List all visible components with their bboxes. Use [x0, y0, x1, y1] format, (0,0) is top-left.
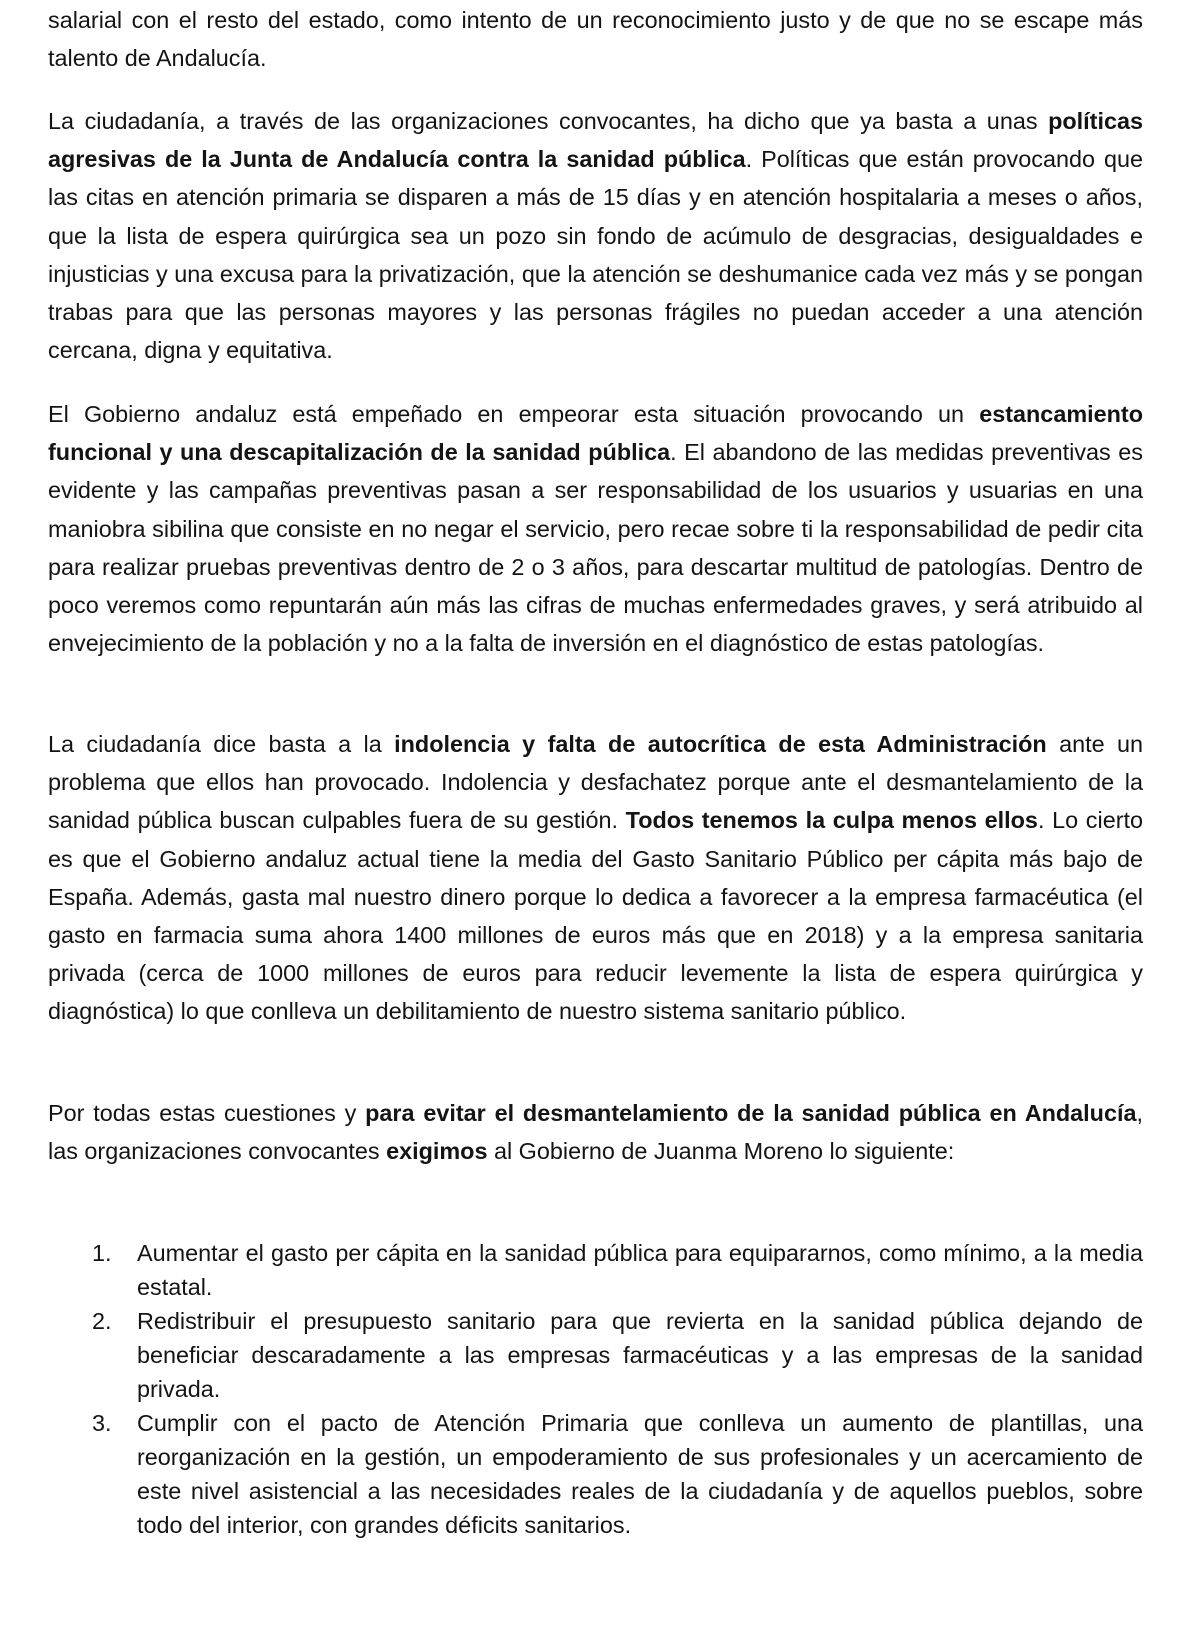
list-item: [48, 1304, 1143, 1406]
text-run: La ciudadanía dice basta a la: [48, 731, 395, 757]
list-item-number: 2.: [92, 1308, 112, 1334]
bold-text-run: para evitar el desmantelamiento de la sanidad pública en Andalucía: [365, 1100, 1137, 1126]
text-run: al Gobierno de Juanma Moreno lo siguiente:: [487, 1138, 955, 1165]
text-run: , las organizaciones convocantes: [48, 1100, 1143, 1165]
text-run: Por todas estas cuestiones y: [48, 1100, 366, 1126]
bold-text-run: políticas agresivas de la Junta de Andalucía contra la sanidad pública: [48, 108, 1143, 173]
bold-text-run: indolencia y falta de autocrítica de esta Administración: [394, 731, 1047, 757]
paragraph-indolencia: [48, 725, 1143, 1031]
text-run: . Lo cierto es que el Gobierno andaluz actual tiene la media del Gasto Sanitario Público per cápita más bajo de España. Además, gasta mal nuestro dinero porque lo dedica a favorecer a la empresa farmacéutica (el gasto en farmacia suma ahora 1400 millones de euros más que en 2018) y a la empresa sanitaria privada (cerca de 1000 millones de euros para reducir levemente la lista de espera quirúrgica y diagnóstica) lo que conlleva un debilitamiento de nuestro sistema sanitario público.: [48, 807, 1143, 1025]
list-item-text: Aumentar el gasto per cápita en la sanidad pública para equipararnos, como mínimo, a la media estatal.: [137, 1240, 1143, 1300]
list-item: [48, 1406, 1143, 1542]
demands-list: [48, 1236, 1143, 1542]
text-run: . El abandono de las medidas preventivas es evidente y las campañas preventivas pasan a ser responsabilidad de los usuarios y usuarias en una maniobra sibilina que consiste en no negar el servicio, pero recae sobre ti la responsabilidad de pedir cita para realizar pruebas preventivas dentro de 2 o 3 años, para descartar multitud de patologías. Dentro de poco veremos como repuntarán aún más las cifras de muchas enfermedades graves, y será atribuido al envejecimiento de la población y no a la falta de inversión en el diagnóstico de estas patologías.: [48, 439, 1143, 657]
bold-text-run: estancamiento funcional y una descapitalización de la sanidad pública: [48, 401, 1143, 466]
list-item-number: 1.: [92, 1240, 112, 1266]
text-run: La ciudadanía, a través de las organizaciones convocantes, ha dicho que ya basta a unas: [48, 108, 1049, 134]
text-run: . Políticas que están provocando que las citas en atención primaria se disparen a más de 15 días y en atención hospitalaria a meses o años, que la lista de espera quirúrgica sea un pozo sin fondo de acúmulo de desgracias, desigualdades e injusticias y una excusa para la privatización, que la atención se deshumanice cada vez más y se pongan trabas para que las personas mayores y las personas frágiles no puedan acceder a una atención cercana, digna y equitativa.: [48, 146, 1143, 364]
bold-text-run: Todos tenemos la culpa menos ellos: [625, 807, 1038, 834]
text-run: El Gobierno andaluz está empeñado en empeorar esta situación provocando un: [48, 401, 980, 427]
list-item-text: Redistribuir el presupuesto sanitario para que revierta en la sanidad pública dejando de beneficiar descaradamente a las empresas farmacéuticas y a las empresas de la sanidad privada.: [137, 1308, 1143, 1402]
paragraph-estancamiento: [48, 395, 1143, 662]
list-item-text: Cumplir con el pacto de Atención Primaria que conlleva un aumento de plantillas, una reorganización en la gestión, un empoderamiento de sus profesionales y un acercamiento de este nivel asistencial a las necesidades reales de la ciudadanía y de aquellos pueblos, sobre todo del interior, con grandes déficits sanitarios.: [137, 1410, 1143, 1538]
text-run: salarial con el resto del estado, como intento de un reconocimiento justo y de que no se escape más talento de Andalucía.: [48, 7, 1143, 72]
bold-text-run: exigimos: [386, 1138, 488, 1165]
list-item: [48, 1236, 1143, 1304]
paragraph-salarial: [48, 1, 1143, 77]
text-run: ante un problema que ellos han provocado. Indolencia y desfachatez porque ante el desmantelamiento de la sanidad pública buscan culpables fuera de su gestión.: [48, 731, 1143, 834]
paragraph-exigimos: [48, 1094, 1143, 1170]
list-item-number: 3.: [92, 1410, 112, 1436]
paragraph-politicas-agresivas: [48, 102, 1143, 369]
